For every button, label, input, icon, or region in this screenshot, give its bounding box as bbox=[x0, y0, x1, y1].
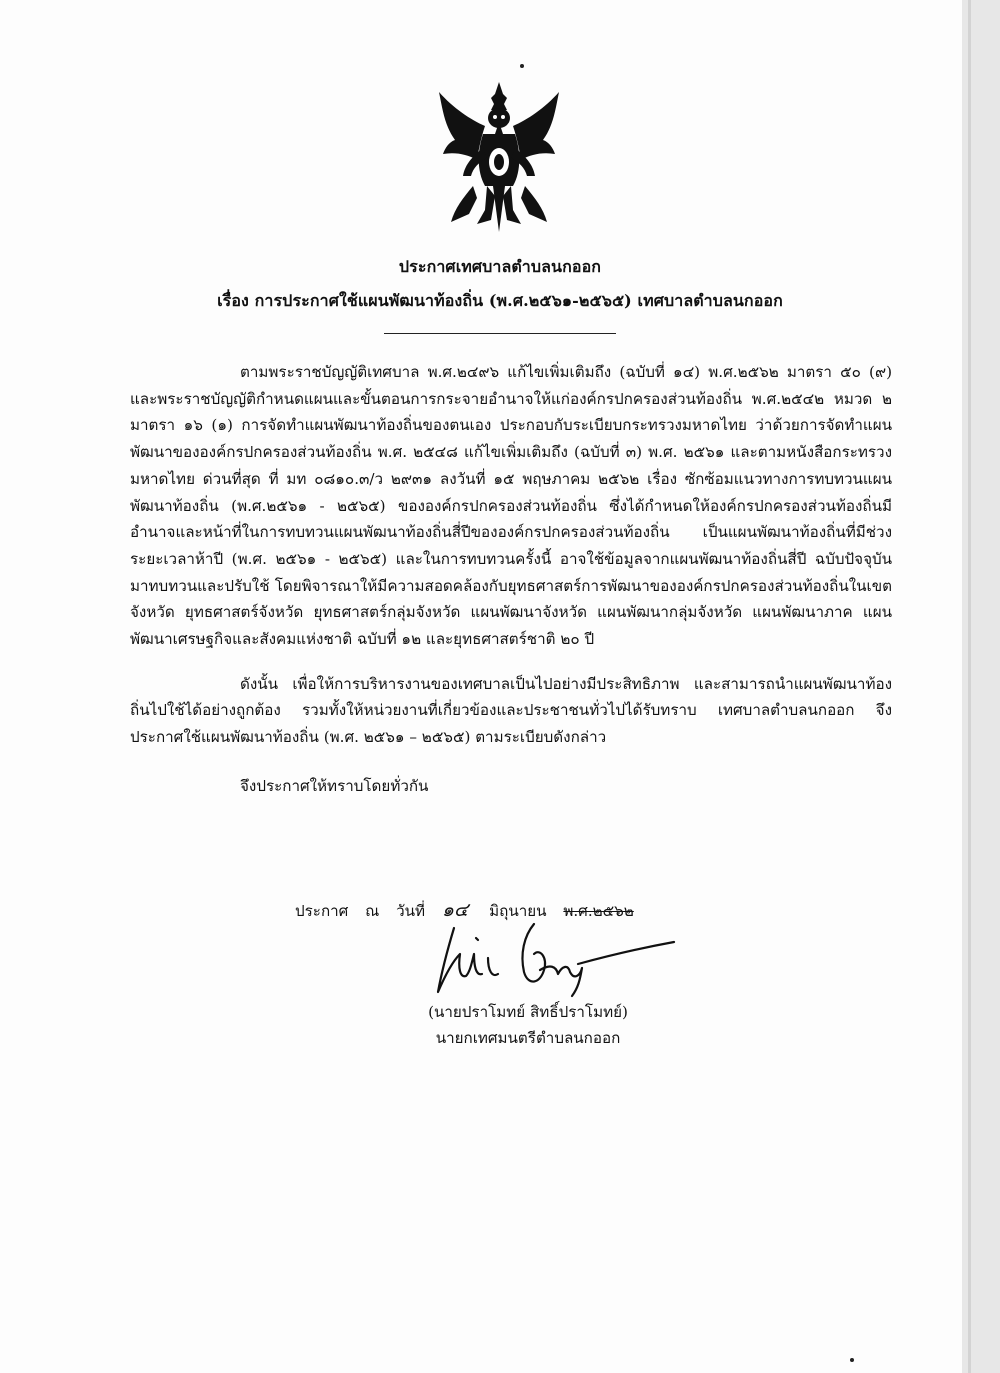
date-day-label: วันที่ bbox=[396, 902, 425, 920]
date-at: ณ bbox=[365, 902, 380, 920]
date-prefix: ประกาศ bbox=[295, 902, 349, 920]
signatory-name: (นายปราโมทย์ สิทธิ์ปราโมทย์) bbox=[428, 1003, 628, 1021]
garuda-emblem-icon bbox=[433, 82, 565, 232]
paragraph-3: จึงประกาศให้ทราบโดยทั่วกัน bbox=[240, 776, 429, 795]
scan-speck bbox=[850, 1358, 854, 1362]
page-edge-shadow bbox=[962, 0, 1000, 1373]
page-title: ประกาศเทศบาลตำบลนกออก bbox=[398, 257, 602, 276]
scan-speck bbox=[520, 64, 524, 68]
signatory-position: นายกเทศมนตรีตำบลนกออก bbox=[435, 1029, 621, 1047]
handwritten-signature bbox=[430, 918, 680, 1000]
date-day: ๑๔ bbox=[441, 899, 469, 921]
subject-line: เรื่อง การประกาศใช้แผนพัฒนาท้องถิ่น (พ.ศ.๒๕๖๑-๒๕๖๕) เทศบาลตำบลนกออก bbox=[217, 291, 783, 310]
title-divider bbox=[384, 333, 616, 334]
paragraph-1: ตามพระราชบัญญัติเทศบาล พ.ศ.๒๔๙๖ แก้ไขเพิ่มเติมถึง (ฉบับที่ ๑๔) พ.ศ.๒๕๖๒ มาตรา ๕๐ (๙) และพระราชบัญญัติกำหนดแผนและขั้นตอนการกระจายอำนาจให้แก่องค์กรปกครองส่วนท้องถิ่น พ.ศ.๒๕๔๒ หมวด ๒ มาตรา ๑๖ (๑) การจัดทำแผนพัฒนาท้องถิ่นของตนเอง ประกอบกับระเบียบกระทรวงมหาดไทย ว่าด้วยการจัดทำแผนพัฒนาขององค์กรปกครองส่วนท้องถิ่น พ.ศ. ๒๕๔๘ แก้ไขเพิ่มเติมถึง (ฉบับที่ ๓) พ.ศ. ๒๕๖๑ และตามหนังสือกระทรวงมหาดไทย ด่วนที่สุด ที่ มท ๐๘๑๐.๓/ว ๒๙๓๑ ลงวันที่ ๑๕ พฤษภาคม ๒๕๖๒ เรื่อง ซักซ้อมแนวทางการทบทวนแผนพัฒนาท้องถิ่น (พ.ศ.๒๕๖๑ - ๒๕๖๕) ขององค์กรปกครองส่วนท้องถิ่น ซึ่งได้กำหนดให้องค์กรปกครองส่วนท้องถิ่นมีอำนาจและหน้าที่ในการทบทวนแผนพัฒนาท้องถิ่นสี่ปีขององค์กรปกครองส่วนท้องถิ่น เป็นแผนพัฒนาท้องถิ่นที่มีช่วงระยะเวลาห้าปี (พ.ศ. ๒๕๖๑ - ๒๕๖๕) และในการทบทวนครั้งนี้ อาจใช้ข้อมูลจากแผนพัฒนาท้องถิ่นสี่ปี ฉบับปัจจุบันมาทบทวนและปรับใช้ โดยพิจารณาให้มีความสอดคล้องกับยุทธศาสตร์การพัฒนาขององค์กรปกครองส่วนท้องถิ่นในเขตจังหวัด ยุทธศาสตร์จังหวัด ยุทธศาสตร์กลุ่มจังหวัด แผนพัฒนาจังหวัด แผนพัฒนากลุ่มจังหวัด แผนพัฒนาภาค แผนพัฒนาเศรษฐกิจและสังคมแห่งชาติ ฉบับที่ ๑๒ และยุทธศาสตร์ชาติ ๒๐ ปี bbox=[130, 363, 892, 649]
date-year: พ.ศ.๒๕๖๒ bbox=[563, 902, 634, 920]
date-month: มิถุนายน bbox=[489, 902, 547, 920]
body-text bbox=[130, 359, 892, 800]
paragraph-2: ดังนั้น เพื่อให้การบริหารงานของเทศบาลเป็นไปอย่างมีประสิทธิภาพ และสามารถนำแผนพัฒนาท้องถิ่นไปใช้ได้อย่างถูกต้อง รวมทั้งให้หน่วยงานที่เกี่ยวข้องและประชาชนทั่วไปได้รับทราบ เทศบาลตำบลนกออก จึงประกาศใช้แผนพัฒนาท้องถิ่น (พ.ศ. ๒๕๖๑ – ๒๕๖๕) ตามระเบียบดังกล่าว bbox=[130, 674, 892, 747]
